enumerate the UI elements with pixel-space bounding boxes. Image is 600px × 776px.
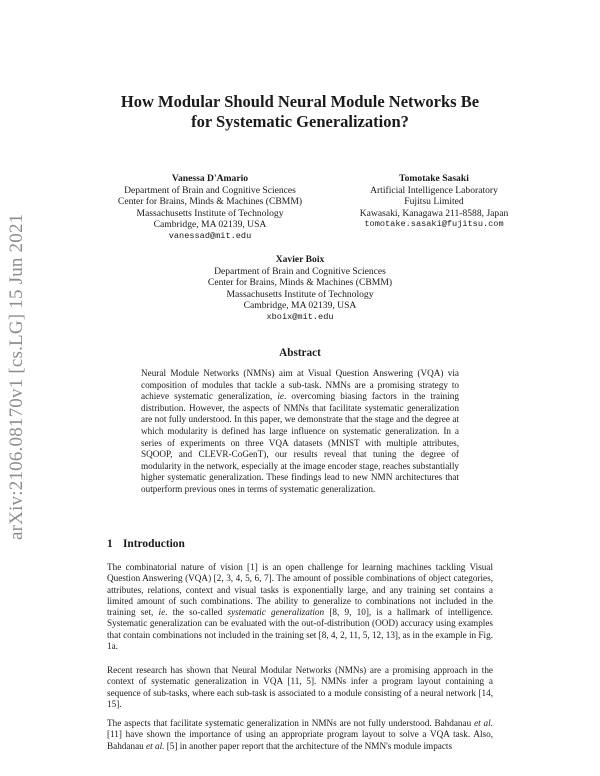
paragraph-text: The combinatorial nature of vision [1] is an open challenge for learning machines tackling Visual Question Answering (VQA) [2, 3, 4, 5, 6, 7]. The amount of possible combinations of object categories, attributes, relations, context and visual tasks is exponentially large, and any training set contains a limited amount of such combinations. The ability to generalize to combinations not included in the training set,	[107, 562, 493, 618]
intro-paragraph-1	[107, 562, 493, 652]
paragraph-emphasis: systematic generalization	[227, 607, 325, 618]
paragraph-text: [5] in another paper report that the architecture of the NMN's module impacts	[164, 740, 453, 751]
author-email: tomotake.sasaki@fujitsu.com	[364, 219, 504, 230]
affiliation-line: Department of Brain and Cognitive Sciences	[124, 184, 296, 196]
abstract-ie: ie	[277, 391, 284, 402]
title-line-1: How Modular Should Neural Module Networks Be	[120, 92, 480, 111]
abstract-body	[141, 368, 459, 496]
author-name: Xavier Boix	[275, 254, 325, 265]
affiliation-line: Massachusetts Institute of Technology	[136, 207, 284, 219]
affiliation-line: Fujitsu Limited	[404, 196, 464, 208]
affiliation-line: Massachusetts Institute of Technology	[226, 288, 374, 300]
author-block-damario	[110, 173, 310, 243]
intro-paragraph-3	[107, 718, 493, 752]
section-title: Introduction	[123, 538, 185, 550]
affiliation-line: Cambridge, MA 02139, USA	[243, 300, 357, 312]
paper-title	[90, 92, 510, 132]
author-name: Tomotake Sasaki	[399, 173, 469, 184]
section-number: 1	[107, 538, 113, 550]
paragraph-et-al: et al.	[146, 740, 165, 751]
author-name: Vanessa D'Amario	[171, 173, 249, 184]
author-block-sasaki	[334, 173, 534, 231]
paragraph-ie: ie	[158, 607, 166, 618]
paragraph-text: [11] have shown the importance of using an appropriate program layout to solve a VQA task. Also, Bahdanau	[107, 729, 493, 751]
abstract-heading: Abstract	[279, 347, 321, 359]
affiliation-line: Center for Brains, Minds & Machines (CBMM)	[117, 196, 303, 208]
paragraph-text: . the so-called	[165, 607, 228, 618]
paragraph-text: [8, 9, 10], is a hallmark of intelligence. Systematic generalization can be evaluated with the out-of-distribution (OOD) accuracy using examples that contain combinations not included in the training set [8, 4, 2, 11, 5, 12, 13], as in the example in Fig. 1a.	[107, 607, 493, 652]
author-email: xboix@mit.edu	[266, 311, 334, 322]
title-line-2: for Systematic Generalization?	[191, 112, 409, 131]
affiliation-line: Center for Brains, Minds & Machines (CBMM)	[207, 277, 393, 289]
abstract-text: . overcoming biasing factors in the training distribution. However, the aspects of NMNs that facilitate systematic generalization are not fully understood. In this paper, we demonstrate that the stage and the degree at which modularity is defined has large influence on systematic generalization. In a series of experiments on three VQA datasets (MNIST with multiple attributes, SQOOP, and CLEVR-CoGenT), our results reveal that tuning the degree of modularity in the network, especially at the image encoder stage, reaches substantially higher systematic generalization. These findings lead to new NMN architectures that outperform previous ones in terms of systematic generalization.	[141, 391, 459, 494]
abstract-text: Neural Module Networks (NMNs) aim at Visual Question Answering (VQA) via composition of modules that tackle a sub-task. NMNs are a promising strategy to achieve systematic generalization,	[141, 368, 459, 402]
arxiv-identifier-stamp: arXiv:2106.08170v1 [cs.LG] 15 Jun 2021	[6, 213, 27, 540]
paragraph-et-al: et al.	[474, 718, 493, 728]
intro-paragraph-2: Recent research has shown that Neural Modular Networks (NMNs) are a promising approach in the context of systematic generalization in VQA [11, 5]. NMNs infer a program layout containing a sequence of sub-tasks, where each sub-task is associated to a module consisting of a neural network [14, 15].	[107, 665, 493, 709]
section-heading-introduction	[107, 538, 185, 550]
author-email: vanessad@mit.edu	[168, 230, 252, 241]
affiliation-line: Cambridge, MA 02139, USA	[153, 219, 267, 231]
author-block-boix	[200, 254, 400, 324]
affiliation-line: Kawasaki, Kanagawa 211-8588, Japan	[359, 207, 509, 219]
paragraph-text: The aspects that facilitate systematic generalization in NMNs are not fully understood. Bahdanau	[107, 718, 475, 728]
affiliation-line: Department of Brain and Cognitive Sciences	[214, 265, 386, 277]
affiliation-line: Artificial Intelligence Laboratory	[370, 184, 498, 196]
